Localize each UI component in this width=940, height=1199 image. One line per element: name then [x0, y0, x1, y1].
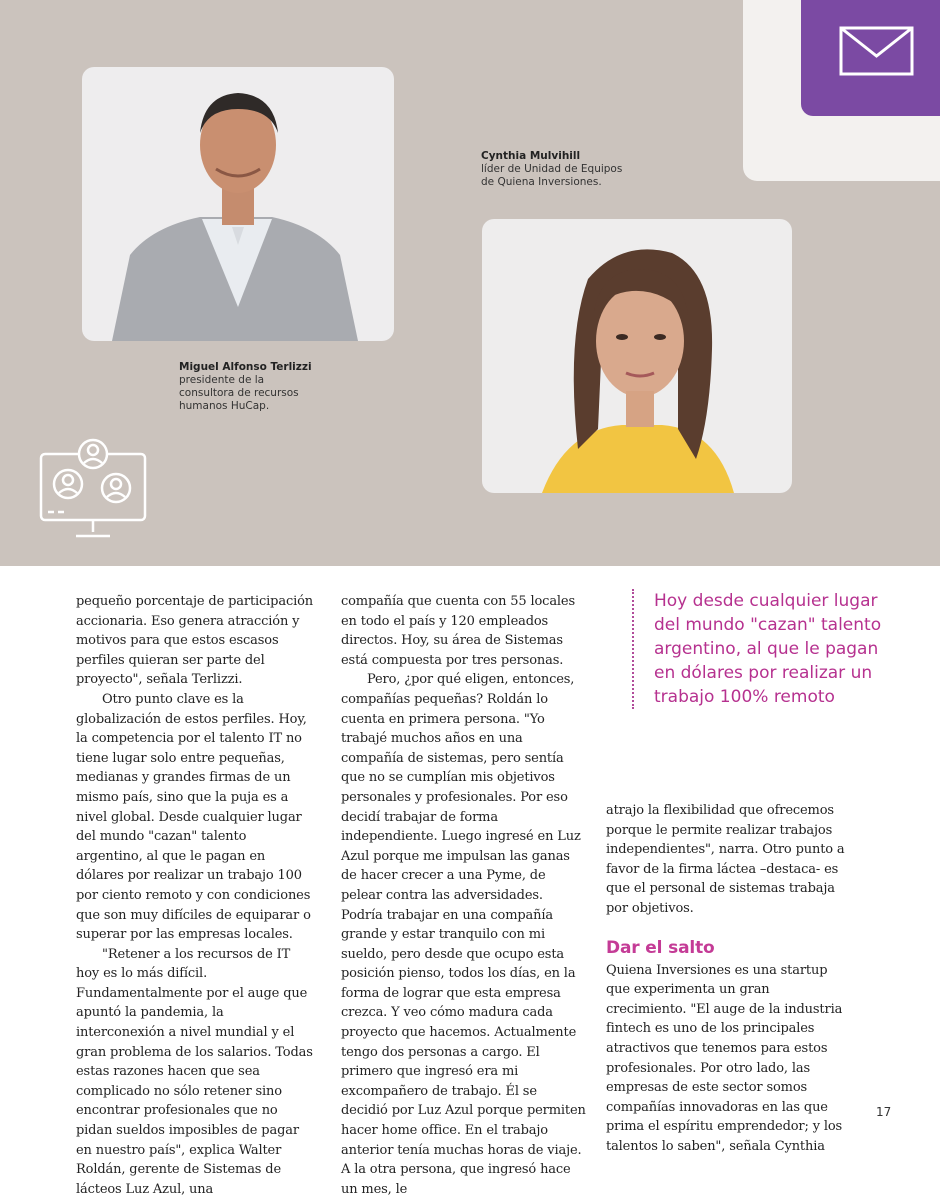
page-number: 17 — [876, 1105, 892, 1119]
mail-tab — [801, 0, 940, 116]
caption-left-name: Miguel Alfonso Terlizzi — [179, 361, 312, 373]
caption-left-line: consultora de recursos — [179, 387, 299, 399]
pull-quote: Hoy desde cualquier lugar del mundo "cazan" talento argentino, al que le pagan en dólares por realizar un trabajo 100% remoto — [632, 589, 884, 709]
article-paragraph: Quiena Inversiones es una startup que experimenta un gran crecimiento. "El auge de la industria fintech es uno de los principales atractivos que tenemos para estos profesionales. Por otro lado, las empresas de este sector somos compañías innovadoras en las que prima el espíritu emprendedor; y los talentos lo saben", señala Cynthia — [606, 962, 843, 1154]
caption-right-name: Cynthia Mulvihill — [481, 150, 581, 162]
caption-left-line: humanos HuCap. — [179, 400, 270, 412]
article-paragraph: "Retener a los recursos de IT hoy es lo más difícil. Fundamentalmente por el auge que apuntó la pandemia, la interconexión a nivel mundial y el gran problema de los salarios. Todas estas razones hacen que sea complicado no sólo retener sino encontrar profesionales que no pidan sueldos imposibles de pagar en nuestro país", explica Walter Roldán, gerente de Sistemas de lácteos Luz Azul, una — [76, 946, 313, 1197]
mail-icon — [801, 0, 940, 116]
photo-miguel-terlizzi — [82, 67, 394, 341]
caption-left — [179, 361, 339, 413]
article-paragraph: Otro punto clave es la globalización de estos perfiles. Hoy, la competencia por el talento IT no tiene lugar solo entre pequeñas, medianas y grandes firmas de un mismo país, sino que la puja es a nivel global. Desde cualquier lugar del mundo "cazan" talento argentino, al que le pagan en dólares por realizar un trabajo 100 por ciento remoto y con condiciones que son muy difíciles de equiparar o superar por las empresas locales. — [76, 691, 311, 943]
article-paragraph: atrajo la flexibilidad que ofrecemos porque le permite realizar trabajos independientes", narra. Otro punto a favor de la firma láctea –destaca- es que el personal de sistemas trabaja por objetivos. — [606, 803, 845, 916]
caption-right-line: de Quiena Inversiones. — [481, 176, 602, 188]
article-column-2 — [341, 592, 587, 1199]
article-paragraph: compañía que cuenta con 55 locales en todo el país y 120 empleados directos. Hoy, su área de Sistemas está compuesta por tres personas. — [341, 594, 575, 668]
article-paragraph: pequeño porcentaje de participación accionaria. Eso genera atracción y motivos para que estos escasos perfiles quieran ser parte del proyecto", señala Terlizzi. — [76, 594, 313, 688]
remote-meeting-icon — [38, 436, 150, 544]
article-column-1 — [76, 592, 314, 1199]
article-paragraph: Pero, ¿por qué eligen, entonces, compañías pequeñas? Roldán lo cuenta en primera persona. "Yo trabajé muchos años en una compañía de sistemas, pero sentía que no se cumplían mis objetivos personales y profesionales. Por eso decidí trabajar de forma independiente. Luego ingresé en Luz Azul porque me impulsan las ganas de hacer crecer a una Pyme, de pelear contra las adversidades. Podría trabajar en una compañía grande y estar tranquilo con mi sueldo, pero desde que ocupo esta posición pienso, todos los días, en la forma de lograr que esta empresa crezca. Y veo cómo madura cada proyecto que hacemos. Actualmente tengo dos personas a cargo. El primero que ingresó era mi excompañero de trabajo. Él se decidió por Luz Azul porque permiten hacer home office. En el trabajo anterior tenía muchas horas de viaje. A la otra persona, que ingresó hace un mes, le — [341, 672, 586, 1197]
caption-right — [481, 150, 661, 189]
caption-right-line: líder de Unidad de Equipos — [481, 163, 623, 175]
photo-cynthia-mulvihill — [482, 219, 792, 493]
caption-left-line: presidente de la — [179, 374, 265, 386]
article-column-3 — [606, 801, 846, 1157]
section-heading: Dar el salto — [606, 937, 715, 958]
